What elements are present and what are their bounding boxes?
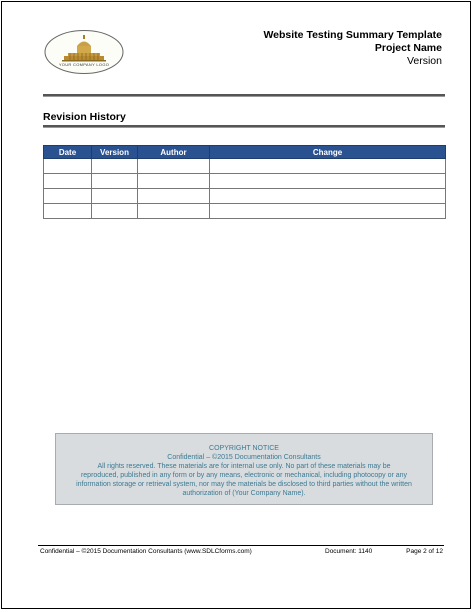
column-header-change: Change — [210, 146, 446, 159]
copyright-notice-line: authorization of (Your Company Name). — [182, 490, 306, 497]
table-cell[interactable] — [92, 174, 138, 189]
table-cell[interactable] — [44, 189, 92, 204]
copyright-notice-line: reproduced, published in any form or by any means, electronic or mechanical, including photocopy or any — [80, 472, 408, 479]
copyright-notice-line: information storage or retrieval system, nor may the materials be disclosed to third parties without the written — [76, 481, 412, 488]
table-cell[interactable] — [92, 189, 138, 204]
column-header-version: Version — [92, 146, 138, 159]
footer-page-number: Page 2 of 12 — [406, 548, 443, 555]
table-cell[interactable] — [138, 189, 210, 204]
table-cell[interactable] — [138, 174, 210, 189]
logo-text: YOUR COMPANY LOGO — [58, 62, 110, 67]
footer-divider — [38, 545, 444, 546]
table-cell[interactable] — [210, 174, 446, 189]
table-cell[interactable] — [138, 159, 210, 174]
footer-document-number: Document: 1140 — [325, 548, 373, 555]
table-cell[interactable] — [44, 159, 92, 174]
document-version: Version — [406, 55, 442, 67]
document-header — [263, 29, 442, 68]
table-row — [44, 204, 446, 219]
table-cell[interactable] — [44, 204, 92, 219]
column-header-date: Date — [44, 146, 92, 159]
revision-history-table — [43, 145, 446, 219]
table-cell[interactable] — [210, 159, 446, 174]
project-name: Project Name — [374, 42, 442, 54]
header-divider — [43, 94, 445, 97]
table-cell[interactable] — [138, 204, 210, 219]
table-row — [44, 174, 446, 189]
section-divider — [43, 125, 445, 128]
table-cell[interactable] — [44, 174, 92, 189]
copyright-notice — [55, 433, 433, 505]
table-row — [44, 159, 446, 174]
company-logo — [44, 29, 124, 75]
column-header-author: Author — [138, 146, 210, 159]
copyright-notice-line: Confidential – ©2015 Documentation Consultants — [167, 454, 321, 461]
copyright-notice-heading: COPYRIGHT NOTICE — [209, 445, 279, 452]
table-cell[interactable] — [92, 159, 138, 174]
table-header-row — [44, 146, 446, 159]
table-row — [44, 189, 446, 204]
page-border — [1, 1, 471, 609]
footer-confidential: Confidential – ©2015 Documentation Consultants (www.SDLCforms.com) — [40, 548, 252, 555]
table-cell[interactable] — [92, 204, 138, 219]
section-heading-revision-history: Revision History — [43, 111, 126, 123]
table-cell[interactable] — [210, 204, 446, 219]
copyright-notice-line: All rights reserved. These materials are for internal use only. No part of these materials may be — [97, 463, 391, 470]
table-cell[interactable] — [210, 189, 446, 204]
document-title: Website Testing Summary Template — [263, 29, 442, 41]
